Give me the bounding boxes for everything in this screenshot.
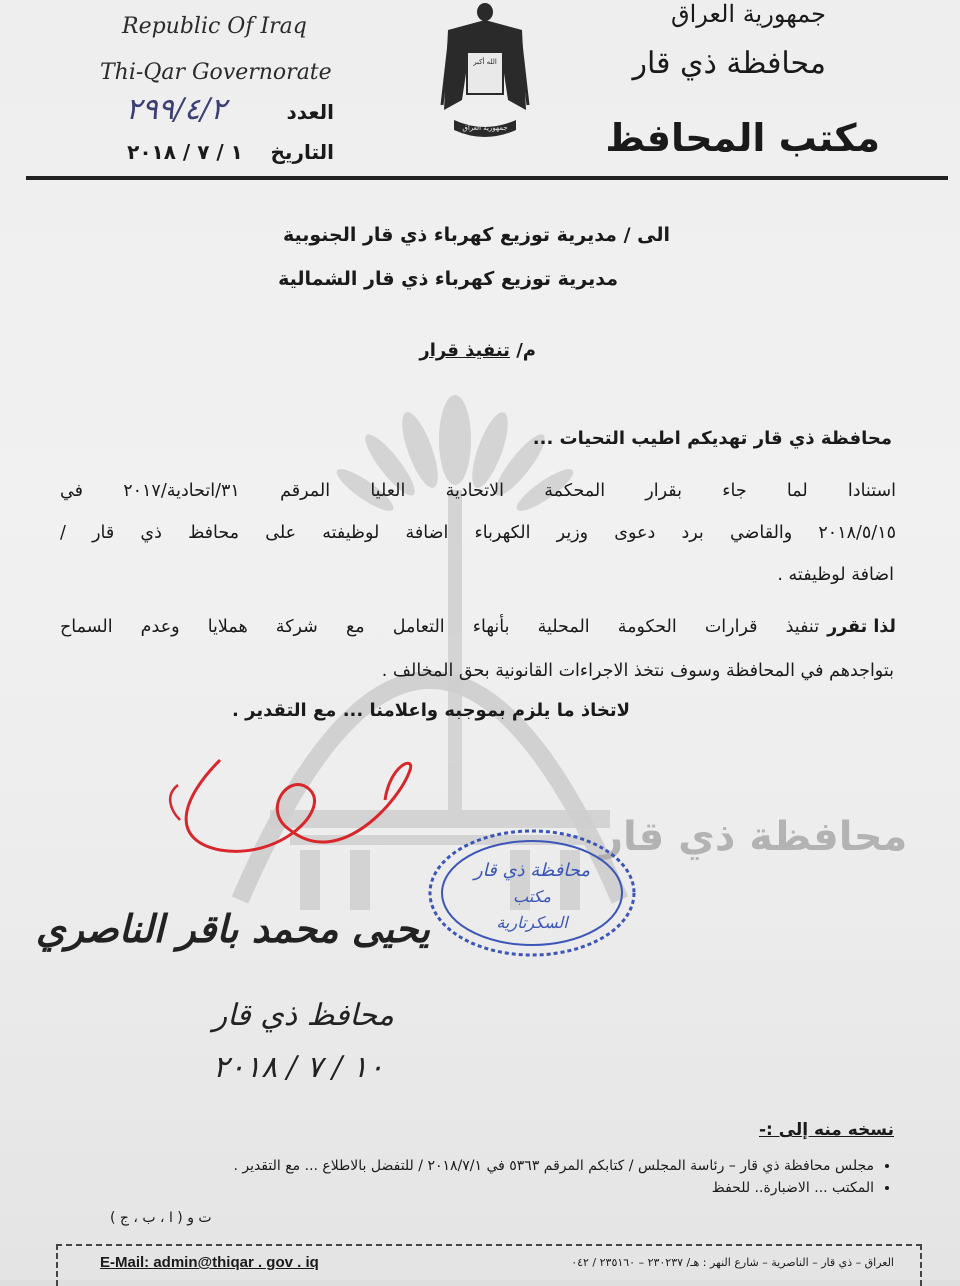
signatory-name: يحيى محمد باقر الناصري — [35, 906, 430, 951]
copies-list — [44, 1158, 890, 1202]
emblem-banner: جمهورية العراق — [462, 124, 508, 132]
country-name-ar: جمهورية العراق — [670, 0, 826, 28]
number-value: ٢٩٩/٤/٢ — [125, 92, 227, 127]
signatory-title: محافظ ذي قار — [212, 998, 394, 1033]
subject — [419, 340, 536, 361]
copy-recipient-1: • مجلس محافظة ذي قار – رئاسة المجلس / كتابكم المرقم ٥٣٦٣ في ٢٠١٨/٧/١ / للتفضل بالاطلاع ... مع التقدير . — [44, 1158, 874, 1174]
recipient-line-2: مديرية توزيع كهرباء ذي قار الشمالية — [278, 268, 618, 290]
governorate-name-en: Thi-Qar Governorate — [100, 60, 332, 85]
footer-address: العراق – ذي قار – الناصرية – شارع النهر : هـ/ ٢٣٠٢٣٧ – ٢٣٥١٦٠ / ٠٤٢ — [571, 1256, 894, 1269]
date-value: ١ / ٧ / ٢٠١٨ — [127, 140, 243, 164]
stamp-line-1: محافظة ذي قار — [473, 860, 591, 881]
body-paragraph-1-line-1: استنادا لما جاء بقرار المحكمة الاتحادية العليا المرقم ٣١/اتحادية/٢٠١٧ في — [60, 481, 897, 501]
country-name-en: Republic Of Iraq — [122, 14, 307, 39]
body-paragraph-2-line-1 — [60, 606, 896, 648]
iraq-emblem-icon — [440, 0, 530, 145]
watermark-text: محافظة ذي قار — [600, 814, 908, 860]
copy-recipient-2: • المكتب ... الاضبارة.. للحفظ — [44, 1180, 874, 1196]
copies-initials: ت و ( ا ، ب ، ج ) — [110, 1210, 212, 1226]
subject-value: تنفيذ قرار — [419, 340, 510, 361]
header-divider — [26, 176, 948, 180]
date-label: التاريخ — [270, 140, 334, 164]
governorate-name-ar: محافظة ذي قار — [632, 46, 826, 81]
body-paragraph-1-line-3: اضافة لوظيفته . — [777, 565, 894, 585]
signature-scribble — [160, 740, 460, 890]
stamp-line-3: السكرتارية — [496, 913, 568, 932]
office-title-ar: مكتب المحافظ — [605, 116, 880, 160]
closing: لاتخاذ ما يلزم بموجبه واعلامنا ... مع التقدير . — [232, 700, 630, 721]
body-paragraph-1-line-2: ٢٠١٨/٥/١٥ والقاضي برد دعوى وزير الكهرباء اضافة لوظيفته على محافظ ذي قار / — [60, 523, 896, 543]
copies-heading: نسخه منه إلى :- — [758, 1120, 894, 1140]
body-paragraph-2-line-2: بتواجدهم في المحافظة وسوف نتخذ الاجراءات القانونية بحق المخالف . — [381, 661, 894, 681]
decision-lead: لذا تقرر — [827, 617, 896, 637]
number-label: العدد — [286, 100, 334, 124]
subject-label: م/ — [516, 340, 536, 361]
greeting: محافظة ذي قار تهديكم اطيب التحيات ... — [532, 428, 892, 449]
decision-text: تنفيذ قرارات الحكومة المحلية بأنهاء التعامل مع شركة هملايا وعدم السماح — [60, 617, 820, 637]
stamp-line-2: مكتب — [513, 887, 551, 906]
signature-date: ١٠ / ٧ / ٢٠١٨ — [212, 1050, 384, 1085]
official-stamp — [426, 826, 638, 960]
recipient-line-1: الى / مديرية توزيع كهرباء ذي قار الجنوبية — [282, 224, 670, 246]
footer-email: E-Mail: admin@thiqar . gov . iq — [100, 1254, 319, 1271]
emblem-inscription: الله أكبر — [473, 58, 497, 66]
